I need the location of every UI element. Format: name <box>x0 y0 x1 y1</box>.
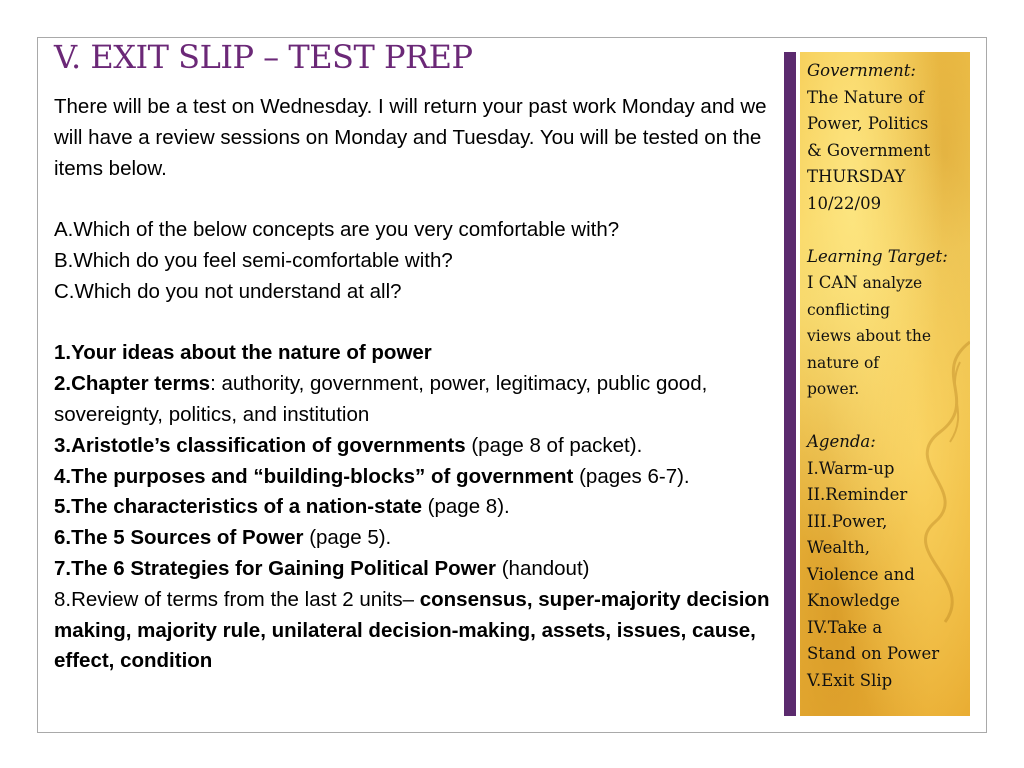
learning-target-line: nature of <box>807 353 880 372</box>
item-detail: (page 5). <box>303 526 392 550</box>
learning-target-label: Learning Target: <box>807 246 948 266</box>
item-heading: 3.Aristotle’s classification of governments <box>54 433 466 457</box>
slide-body <box>54 92 782 677</box>
unit-line: Power, Politics <box>807 114 929 133</box>
question-c: C.Which do you not understand at all? <box>54 279 402 303</box>
agenda-item: I.Warm-up <box>807 458 895 478</box>
agenda-label: Agenda: <box>807 432 876 451</box>
item-detail: (pages 6-7). <box>573 464 690 488</box>
list-item <box>54 492 782 523</box>
learning-target-text: analyze <box>857 274 923 292</box>
question-b: B.Which do you feel semi-comfortable with? <box>54 248 453 272</box>
agenda-item: Wealth, <box>807 538 870 557</box>
spacer <box>54 184 782 215</box>
list-item <box>54 585 782 677</box>
item-detail: : authority, government, power, legitimacy, public good, sovereignty, politics, and institution <box>54 372 708 426</box>
item-detail: (handout) <box>496 556 590 580</box>
agenda-item: II.Reminder <box>807 485 908 504</box>
learning-target-line: power. <box>807 380 860 398</box>
spacer <box>54 308 782 339</box>
list-item <box>54 554 782 585</box>
item-heading: 4.The purposes and “building-blocks” of government <box>54 464 574 488</box>
item-detail: (page 8). <box>421 495 510 519</box>
list-item <box>54 462 782 493</box>
list-item <box>54 431 782 462</box>
accent-bar <box>784 52 796 716</box>
item-heading: 5.The characteristics of a nation-state <box>54 495 422 519</box>
list-item <box>54 369 782 431</box>
agenda-panel <box>800 52 970 716</box>
date-line: 10/22/09 <box>807 193 882 213</box>
spacer <box>807 403 964 430</box>
item-terms: consensus, super-majority decision making, majority rule, unilateral decision-making, assets, issues, cause, effect, condition <box>54 587 770 673</box>
agenda-item: IV.Take a <box>807 617 883 637</box>
intro-text: There will be a test on Wednesday. I will return your past work Monday and we will have a review sessions on Monday and Tuesday. You will be tested on the items below. <box>54 95 767 180</box>
item-heading: 6.The 5 Sources of Power <box>54 526 304 550</box>
agenda-item: Knowledge <box>807 591 900 610</box>
item-detail: 8.Review of terms from the last 2 units– <box>54 587 420 611</box>
agenda-item: Violence and <box>807 564 915 584</box>
spacer <box>807 217 964 244</box>
day-line: THURSDAY <box>807 167 906 186</box>
item-heading: 1.Your ideas about the nature of power <box>54 341 432 365</box>
item-detail: (page 8 of packet). <box>465 433 643 457</box>
agenda-item: III.Power, <box>807 511 888 531</box>
learning-target-line <box>807 270 964 297</box>
unit-line: & Government <box>807 140 931 160</box>
learning-target-line: conflicting <box>807 300 891 319</box>
list-item <box>54 523 782 554</box>
i-can-lead: I CAN <box>807 273 858 292</box>
agenda-item: Stand on Power <box>807 644 940 663</box>
learning-target-line: views about the <box>807 327 932 345</box>
agenda-item: V.Exit Slip <box>807 670 893 690</box>
item-heading: 7.The 6 Strategies for Gaining Political Power <box>54 556 497 580</box>
list-item <box>54 338 782 369</box>
question-a: A.Which of the below concepts are you very comfortable with? <box>54 218 620 242</box>
course-label: Government: <box>807 61 916 80</box>
item-heading: 2.Chapter terms <box>54 372 211 396</box>
unit-line: The Nature of <box>807 87 925 107</box>
slide-title: V. EXIT SLIP – TEST PREP <box>54 38 473 76</box>
